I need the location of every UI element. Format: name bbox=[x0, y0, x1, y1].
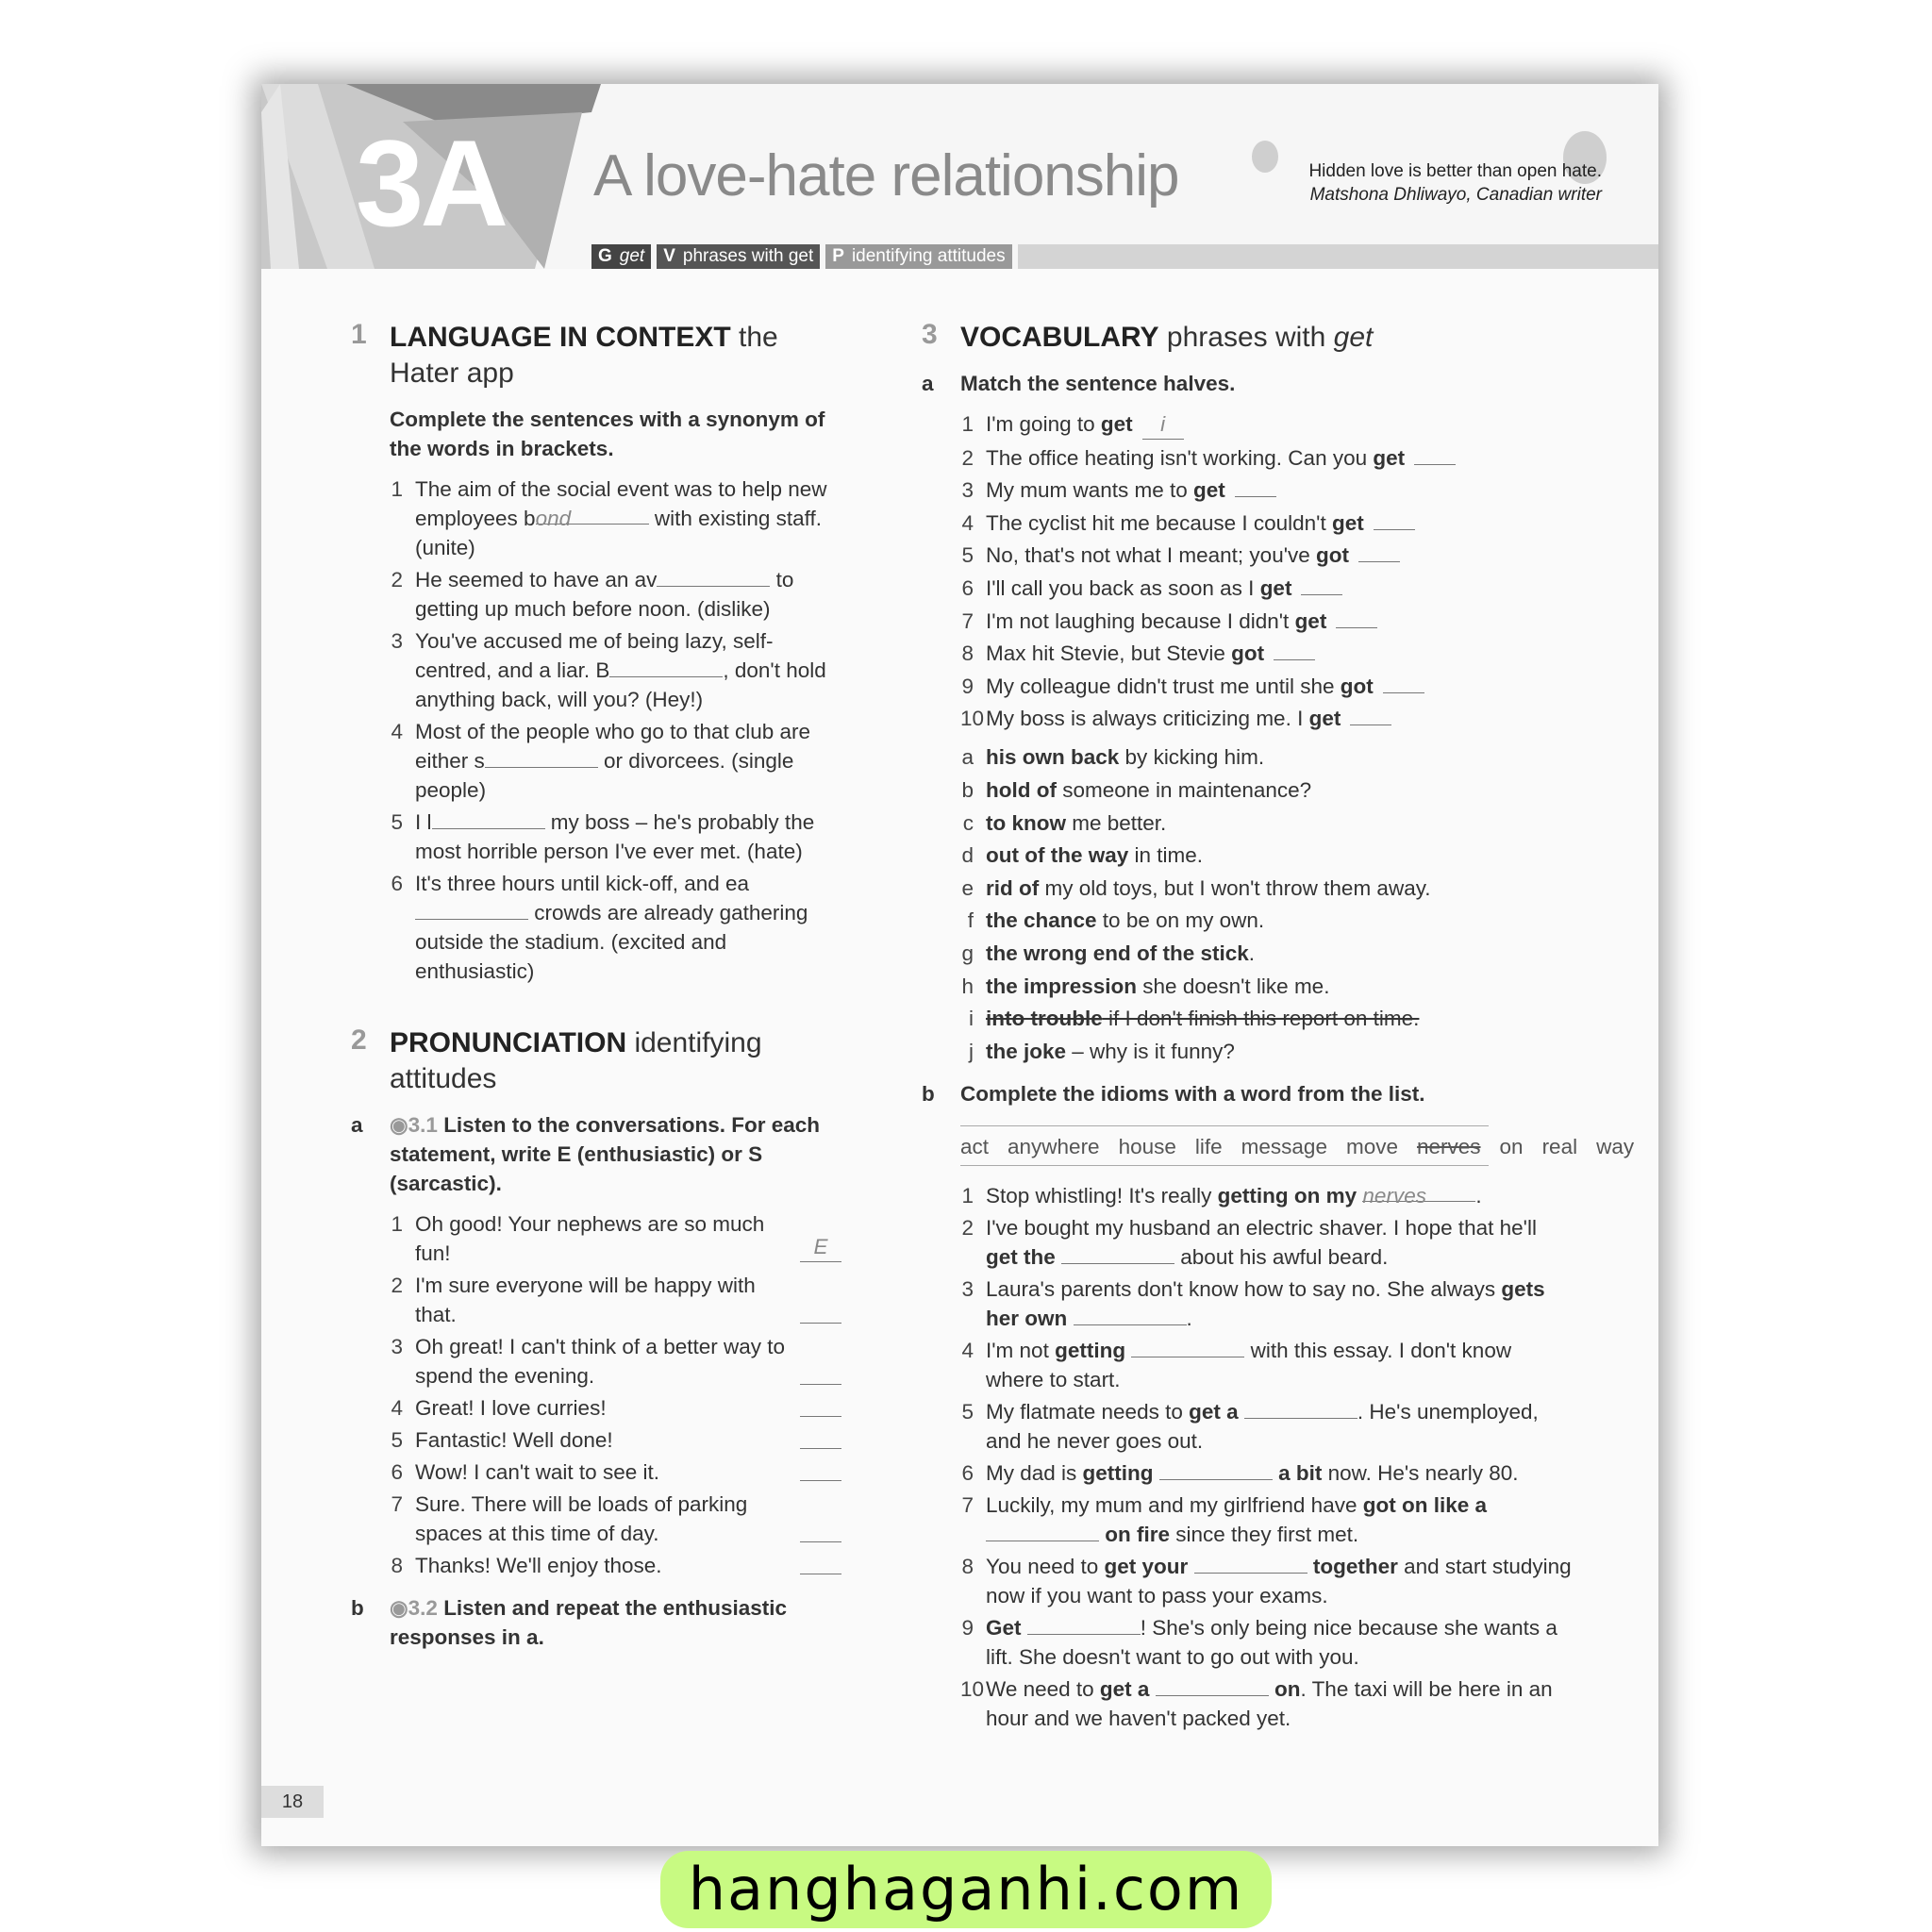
item-text: now. He's nearly 80. bbox=[1322, 1460, 1519, 1485]
speech-bubble-icon bbox=[1252, 141, 1278, 173]
section-heading: LANGUAGE IN CONTEXT the Hater app bbox=[390, 322, 778, 389]
item-letter: a bbox=[961, 745, 974, 770]
item-number: 9 bbox=[961, 1615, 974, 1640]
item-text: He seemed to have an av bbox=[415, 568, 658, 591]
keyword: get bbox=[1331, 510, 1364, 535]
list-item bbox=[960, 672, 1573, 701]
item-letter: i bbox=[969, 1007, 974, 1031]
word-option: house bbox=[1118, 1134, 1176, 1158]
list-item bbox=[390, 869, 841, 986]
answer-blank[interactable] bbox=[1156, 1675, 1269, 1696]
item-text: to getting up much before noon. (dislike) bbox=[415, 568, 794, 621]
answer-blank[interactable] bbox=[609, 657, 723, 677]
list-item bbox=[390, 626, 841, 714]
item-text: , don't hold anything back, will you? (Hey!) bbox=[415, 658, 826, 711]
answer-blank[interactable] bbox=[1244, 1398, 1357, 1419]
quote-text: Hidden love is better than open hate. bbox=[1308, 161, 1602, 181]
list-item bbox=[390, 1332, 841, 1391]
list-item bbox=[960, 775, 1573, 805]
keyword: get your bbox=[1104, 1554, 1189, 1578]
item-number: 2 bbox=[961, 445, 974, 470]
keyword: hold of bbox=[986, 777, 1057, 802]
list-item bbox=[960, 574, 1573, 603]
keyword: got bbox=[1231, 641, 1265, 666]
list-item bbox=[390, 1271, 841, 1329]
keyword: the chance bbox=[986, 908, 1097, 933]
answer-blank[interactable] bbox=[800, 1384, 841, 1385]
item-number: 5 bbox=[961, 543, 974, 568]
item-letter: d bbox=[961, 843, 974, 868]
exercise-2a: a ◉3.1 Listen to the conversations. For each statement, write E (enthusiastic) or S (sarcastic). bbox=[351, 1113, 821, 1195]
list-item bbox=[960, 443, 1573, 473]
item-text: Fantastic! Well done! bbox=[415, 1428, 613, 1452]
instruction: Complete the sentences with a synonym of the words in brackets. bbox=[390, 408, 825, 460]
audio-icon[interactable]: ◉ bbox=[390, 1113, 408, 1137]
item-text: in time. bbox=[1128, 843, 1204, 868]
list-item bbox=[960, 1613, 1573, 1672]
answer-blank[interactable] bbox=[1301, 594, 1342, 595]
item-text: ! She's only being nice because she wants a lift. She doesn't want to go out with you. bbox=[986, 1615, 1557, 1669]
list-item bbox=[960, 1274, 1573, 1333]
list-item bbox=[960, 939, 1573, 968]
workbook-page bbox=[261, 84, 1658, 1846]
keyword: got on like a bbox=[1362, 1492, 1487, 1517]
item-text: Oh great! I can't think of a better way to spend the evening. bbox=[415, 1335, 786, 1388]
item-number: 10 bbox=[960, 1676, 985, 1701]
section-heading: PRONUNCIATION identifying attitudes bbox=[390, 1027, 762, 1094]
item-number: 8 bbox=[961, 1554, 974, 1578]
sentence-halves bbox=[960, 409, 1573, 733]
answer-blank[interactable] bbox=[432, 808, 545, 829]
item-text: Sure. There will be loads of parking spaces at this time of day. bbox=[415, 1492, 748, 1545]
list-item bbox=[960, 409, 1573, 440]
answer-blank[interactable]: ond bbox=[536, 504, 649, 525]
keyword: get a bbox=[1189, 1399, 1239, 1424]
item-text: Oh good! Your nephews are so much fun! bbox=[415, 1212, 765, 1265]
exercise-2b: b ◉3.2 Listen and repeat the enthusiastic responses in a. bbox=[351, 1596, 788, 1649]
keyword: rid of bbox=[986, 875, 1040, 900]
item-text: My mum wants me to bbox=[986, 478, 1194, 503]
list-item bbox=[960, 541, 1573, 570]
section-2: 2 PRONUNCIATION identifying attitudes bbox=[351, 1025, 841, 1097]
answer-blank[interactable] bbox=[1383, 692, 1424, 693]
item-text: Luckily, my mum and my girlfriend have bbox=[986, 1492, 1363, 1517]
list-item bbox=[960, 906, 1573, 935]
answer-blank[interactable]: E bbox=[800, 1232, 841, 1262]
item-text: my boss – he's probably the most horrible person I've ever met. (hate) bbox=[415, 810, 815, 863]
word-option: life bbox=[1194, 1134, 1223, 1158]
idiom-list bbox=[960, 1181, 1573, 1733]
item-letter: f bbox=[967, 908, 974, 933]
item-number: 4 bbox=[391, 1396, 403, 1420]
answer-blank[interactable]: i bbox=[1142, 409, 1184, 440]
list-item bbox=[960, 874, 1573, 903]
exercise-3b: b Complete the idioms with a word from the list. bbox=[922, 1081, 1425, 1106]
answer-blank[interactable] bbox=[1027, 1614, 1141, 1635]
left-column bbox=[351, 320, 841, 1652]
item-number: 2 bbox=[391, 568, 403, 591]
item-text: I'm sure everyone will be happy with that. bbox=[415, 1274, 756, 1326]
list-item bbox=[390, 1393, 841, 1423]
item-letter: c bbox=[962, 810, 974, 835]
item-letter: h bbox=[961, 974, 974, 998]
keyword: gets her own bbox=[986, 1276, 1545, 1330]
quote bbox=[1308, 159, 1602, 207]
item-text: The office heating isn't working. Can you bbox=[986, 445, 1374, 470]
item-text: she doesn't like me. bbox=[1137, 974, 1330, 998]
item-text: and start studying now if you want to pass your exams. bbox=[986, 1554, 1572, 1607]
answer-blank[interactable] bbox=[800, 1480, 841, 1481]
item-number: 8 bbox=[961, 641, 974, 666]
item-number: 1 bbox=[961, 412, 974, 436]
audio-icon[interactable]: ◉ bbox=[390, 1596, 408, 1620]
keyword: a bit bbox=[1278, 1460, 1323, 1485]
tag-grammar: G get bbox=[591, 244, 651, 269]
list-item bbox=[960, 639, 1573, 668]
list-item bbox=[390, 1490, 841, 1548]
item-text: Laura's parents don't know how to say no. She always bbox=[986, 1276, 1502, 1301]
unit-banner bbox=[261, 84, 1658, 269]
item-text: Max hit Stevie, but Stevie bbox=[986, 641, 1232, 666]
keyword: get bbox=[1259, 575, 1292, 600]
keyword: the wrong end of the stick bbox=[986, 941, 1249, 965]
item-number: 5 bbox=[961, 1399, 974, 1424]
keyword: getting bbox=[1055, 1338, 1126, 1362]
keyword: the joke bbox=[986, 1039, 1067, 1063]
list-item bbox=[960, 742, 1573, 772]
keyword: get bbox=[1373, 445, 1406, 470]
item-number: 4 bbox=[961, 1338, 974, 1362]
item-text: My boss is always criticizing me. I bbox=[986, 707, 1309, 731]
item-text: Great! I love curries! bbox=[415, 1396, 607, 1420]
list-item bbox=[960, 1458, 1573, 1488]
item-text: I've bought my husband an electric shaver. I hope that he'll bbox=[986, 1215, 1537, 1240]
keyword: on fire bbox=[1105, 1522, 1171, 1546]
right-column bbox=[922, 319, 1635, 1736]
item-number: 2 bbox=[391, 1274, 403, 1297]
item-text: I'm not laughing because I didn't bbox=[986, 608, 1295, 633]
item-text: someone in maintenance? bbox=[1056, 777, 1312, 802]
item-number: 6 bbox=[961, 1460, 974, 1485]
tag-vocabulary: V phrases with get bbox=[657, 244, 820, 269]
item-text: . bbox=[1186, 1306, 1192, 1330]
watermark: hanghaganhi.com bbox=[660, 1851, 1272, 1928]
item-text: We need to bbox=[986, 1676, 1100, 1701]
item-text: I l bbox=[415, 810, 432, 834]
item-text: – why is it funny? bbox=[1066, 1039, 1235, 1063]
unit-number: 3A bbox=[356, 114, 506, 252]
list-item bbox=[960, 1552, 1573, 1610]
list-item bbox=[960, 1213, 1573, 1272]
keyword: getting on my bbox=[1217, 1183, 1357, 1208]
item-letter: e bbox=[961, 875, 974, 900]
section-3: 3 VOCABULARY phrases with get bbox=[922, 320, 1573, 356]
item-text: . bbox=[1475, 1183, 1482, 1208]
keyword: out of the way bbox=[986, 843, 1129, 868]
answer-blank[interactable] bbox=[1374, 529, 1415, 530]
answer-blank[interactable] bbox=[1074, 1305, 1187, 1325]
item-text: . He's unemployed, and he never goes out. bbox=[986, 1399, 1539, 1453]
keyword: getting bbox=[1082, 1460, 1154, 1485]
word-option: real bbox=[1541, 1134, 1578, 1158]
list-item bbox=[390, 1425, 841, 1455]
keyword: get bbox=[1308, 707, 1341, 731]
answer-blank[interactable] bbox=[1131, 1337, 1244, 1357]
list-item bbox=[960, 1674, 1573, 1733]
list-item bbox=[960, 475, 1573, 505]
item-text: You've accused me of being lazy, self-centred, and a liar. B bbox=[415, 629, 774, 682]
word-option: nerves bbox=[1416, 1134, 1481, 1158]
item-text: to be on my own. bbox=[1096, 908, 1265, 933]
word-option: act bbox=[960, 1134, 990, 1158]
keyword: get a bbox=[1099, 1676, 1150, 1701]
keyword: got bbox=[1340, 674, 1374, 698]
item-number: 1 bbox=[391, 1212, 403, 1236]
section-heading: VOCABULARY phrases with get bbox=[960, 322, 1374, 353]
list-item bbox=[960, 1004, 1573, 1033]
answer-blank[interactable] bbox=[1274, 659, 1315, 660]
item-text: Wow! I can't wait to see it. bbox=[415, 1460, 659, 1484]
item-letter: b bbox=[961, 777, 974, 802]
keyword: the impression bbox=[986, 974, 1138, 998]
exercise-3a: a Match the sentence halves. bbox=[922, 372, 1236, 395]
word-option: anywhere bbox=[1008, 1134, 1100, 1158]
item-letter: j bbox=[969, 1039, 974, 1063]
keyword: on bbox=[1274, 1676, 1301, 1701]
keyword: to know bbox=[986, 810, 1066, 835]
item-text: My flatmate needs to bbox=[986, 1399, 1190, 1424]
item-text: with existing staff. (unite) bbox=[415, 507, 822, 559]
answer-blank[interactable] bbox=[657, 566, 770, 587]
word-option: message bbox=[1241, 1134, 1327, 1158]
item-number: 6 bbox=[391, 872, 403, 895]
keyword: into trouble bbox=[986, 1007, 1103, 1031]
answer-blank[interactable] bbox=[1061, 1243, 1174, 1264]
item-number: 4 bbox=[961, 510, 974, 535]
list-item bbox=[960, 808, 1573, 838]
answer-blank[interactable] bbox=[800, 1448, 841, 1449]
item-number: 2 bbox=[961, 1215, 974, 1240]
item-text: I'm going to bbox=[986, 412, 1101, 436]
item-number: 9 bbox=[961, 674, 974, 698]
topic-tags bbox=[591, 244, 1658, 269]
item-text: since they first met. bbox=[1170, 1522, 1359, 1546]
keyword: get the bbox=[986, 1244, 1056, 1269]
item-number: 1 bbox=[391, 477, 403, 501]
keyword: get bbox=[1100, 412, 1133, 436]
list-item bbox=[390, 808, 841, 866]
list-item bbox=[960, 1181, 1573, 1210]
answer-blank[interactable] bbox=[1159, 1459, 1273, 1480]
page-number: 18 bbox=[261, 1786, 324, 1818]
item-number: 7 bbox=[391, 1492, 403, 1516]
item-number: 4 bbox=[391, 720, 403, 743]
item-number: 5 bbox=[391, 810, 403, 834]
item-number: 8 bbox=[391, 1554, 403, 1577]
item-text: You need to bbox=[986, 1554, 1105, 1578]
list-item bbox=[390, 565, 841, 624]
item-number: 1 bbox=[961, 1183, 974, 1208]
item-text: about his awful beard. bbox=[1174, 1244, 1389, 1269]
exercise-list bbox=[390, 475, 841, 986]
keyword: together bbox=[1312, 1554, 1398, 1578]
tag-pronunciation: P identifying attitudes bbox=[825, 244, 1011, 269]
item-text: The cyclist hit me because I couldn't bbox=[986, 510, 1332, 535]
section-1: 1 LANGUAGE IN CONTEXT the Hater app Complete the sentences with a synonym of the words in brackets. 1 The aim of the social event was to help new employees bond with existing staff. (unite) 2 He seemed to have an av to getting up much before noon. (dislike) 3 You've accused me of being lazy, self-centred, and a liar. B , don't hold anything back, will you? (Hey!) 4 Most of the people who go to that club are either s or divorcees. (single people) 5 I l my boss – he's probably the most horrible person I've ever met. (hate) 6 It's three hours until kick-off, and ea crowds are already gathering outside the stadium. (excited and enthusiastic) bbox=[351, 320, 841, 986]
answer-blank[interactable]: nerves bbox=[1362, 1181, 1475, 1202]
item-text: The aim of the social event was to help new employees b bbox=[415, 477, 827, 530]
list-item bbox=[960, 704, 1573, 733]
answer-blank[interactable] bbox=[1194, 1553, 1307, 1574]
item-text: with this essay. I don't know where to start. bbox=[986, 1338, 1512, 1391]
item-text: me better. bbox=[1066, 810, 1167, 835]
item-text: Stop whistling! It's really bbox=[986, 1183, 1218, 1208]
item-text: or divorcees. (single people) bbox=[415, 749, 794, 802]
item-number: 10 bbox=[960, 707, 985, 731]
quote-author: Matshona Dhliwayo, Canadian writer bbox=[1309, 185, 1602, 205]
item-text: if I don't finish this report on time. bbox=[1102, 1007, 1420, 1031]
item-text: No, that's not what I meant; you've bbox=[986, 543, 1317, 568]
list-item bbox=[390, 1551, 841, 1580]
answer-blank[interactable] bbox=[1235, 496, 1276, 497]
item-text: I'll call you back as soon as I bbox=[986, 575, 1260, 600]
list-item bbox=[960, 1336, 1573, 1394]
list-item bbox=[960, 1491, 1573, 1549]
item-text: Thanks! We'll enjoy those. bbox=[415, 1554, 662, 1577]
item-number: 3 bbox=[961, 478, 974, 503]
item-text: . The taxi will be here in an hour and we haven't packed yet. bbox=[986, 1676, 1553, 1730]
item-number: 7 bbox=[961, 608, 974, 633]
keyword: get bbox=[1294, 608, 1327, 633]
answer-blank[interactable] bbox=[485, 747, 598, 768]
list-item bbox=[960, 972, 1573, 1001]
answer-blank[interactable] bbox=[1336, 627, 1377, 628]
answer-blank[interactable] bbox=[1414, 464, 1456, 465]
list-item bbox=[390, 1457, 841, 1487]
answer-blank[interactable] bbox=[800, 1416, 841, 1417]
keyword: got bbox=[1316, 543, 1350, 568]
item-number: 3 bbox=[961, 1276, 974, 1301]
item-number: 6 bbox=[391, 1460, 403, 1484]
keyword: his own back bbox=[986, 745, 1120, 770]
answer-blank[interactable] bbox=[1350, 724, 1391, 725]
item-number: 6 bbox=[961, 575, 974, 600]
unit-title: A love-hate relationship bbox=[593, 143, 1179, 208]
list-item bbox=[390, 1209, 841, 1268]
tag-bar bbox=[1018, 244, 1658, 269]
word-list bbox=[960, 1125, 1635, 1166]
answer-blank[interactable] bbox=[800, 1323, 841, 1324]
item-text: my old toys, but I won't throw them away. bbox=[1039, 875, 1431, 900]
item-text: My colleague didn't trust me until she bbox=[986, 674, 1341, 698]
word-option: move bbox=[1345, 1134, 1398, 1158]
item-text: I'm not bbox=[986, 1338, 1056, 1362]
answer-blank[interactable] bbox=[800, 1541, 841, 1542]
exercise-list bbox=[390, 1209, 841, 1580]
item-text: crowds are already gathering outside the stadium. (excited and enthusiastic) bbox=[415, 901, 808, 983]
item-text: . bbox=[1248, 941, 1256, 965]
list-item bbox=[960, 607, 1573, 636]
item-letter: g bbox=[961, 941, 974, 965]
item-text: My dad is bbox=[986, 1460, 1083, 1485]
word-option: way bbox=[1596, 1134, 1635, 1158]
list-item bbox=[960, 841, 1573, 870]
answer-blank[interactable] bbox=[986, 1521, 1099, 1541]
list-item bbox=[390, 717, 841, 805]
item-number: 3 bbox=[391, 629, 403, 653]
item-number: 3 bbox=[391, 1335, 403, 1358]
item-number: 5 bbox=[391, 1428, 403, 1452]
answer-blank[interactable] bbox=[415, 899, 528, 920]
list-item bbox=[960, 508, 1573, 538]
keyword: get bbox=[1193, 478, 1225, 503]
item-text: by kicking him. bbox=[1119, 745, 1265, 770]
list-item bbox=[960, 1397, 1573, 1456]
sentence-endings bbox=[960, 742, 1573, 1065]
word-option: on bbox=[1499, 1134, 1524, 1158]
list-item bbox=[390, 475, 841, 562]
answer-blank[interactable] bbox=[1358, 561, 1400, 562]
item-number: 7 bbox=[961, 1492, 974, 1517]
keyword: Get bbox=[986, 1615, 1022, 1640]
item-text: It's three hours until kick-off, and ea bbox=[415, 872, 750, 895]
item-text: Most of the people who go to that club are either s bbox=[415, 720, 811, 773]
list-item bbox=[960, 1037, 1573, 1066]
